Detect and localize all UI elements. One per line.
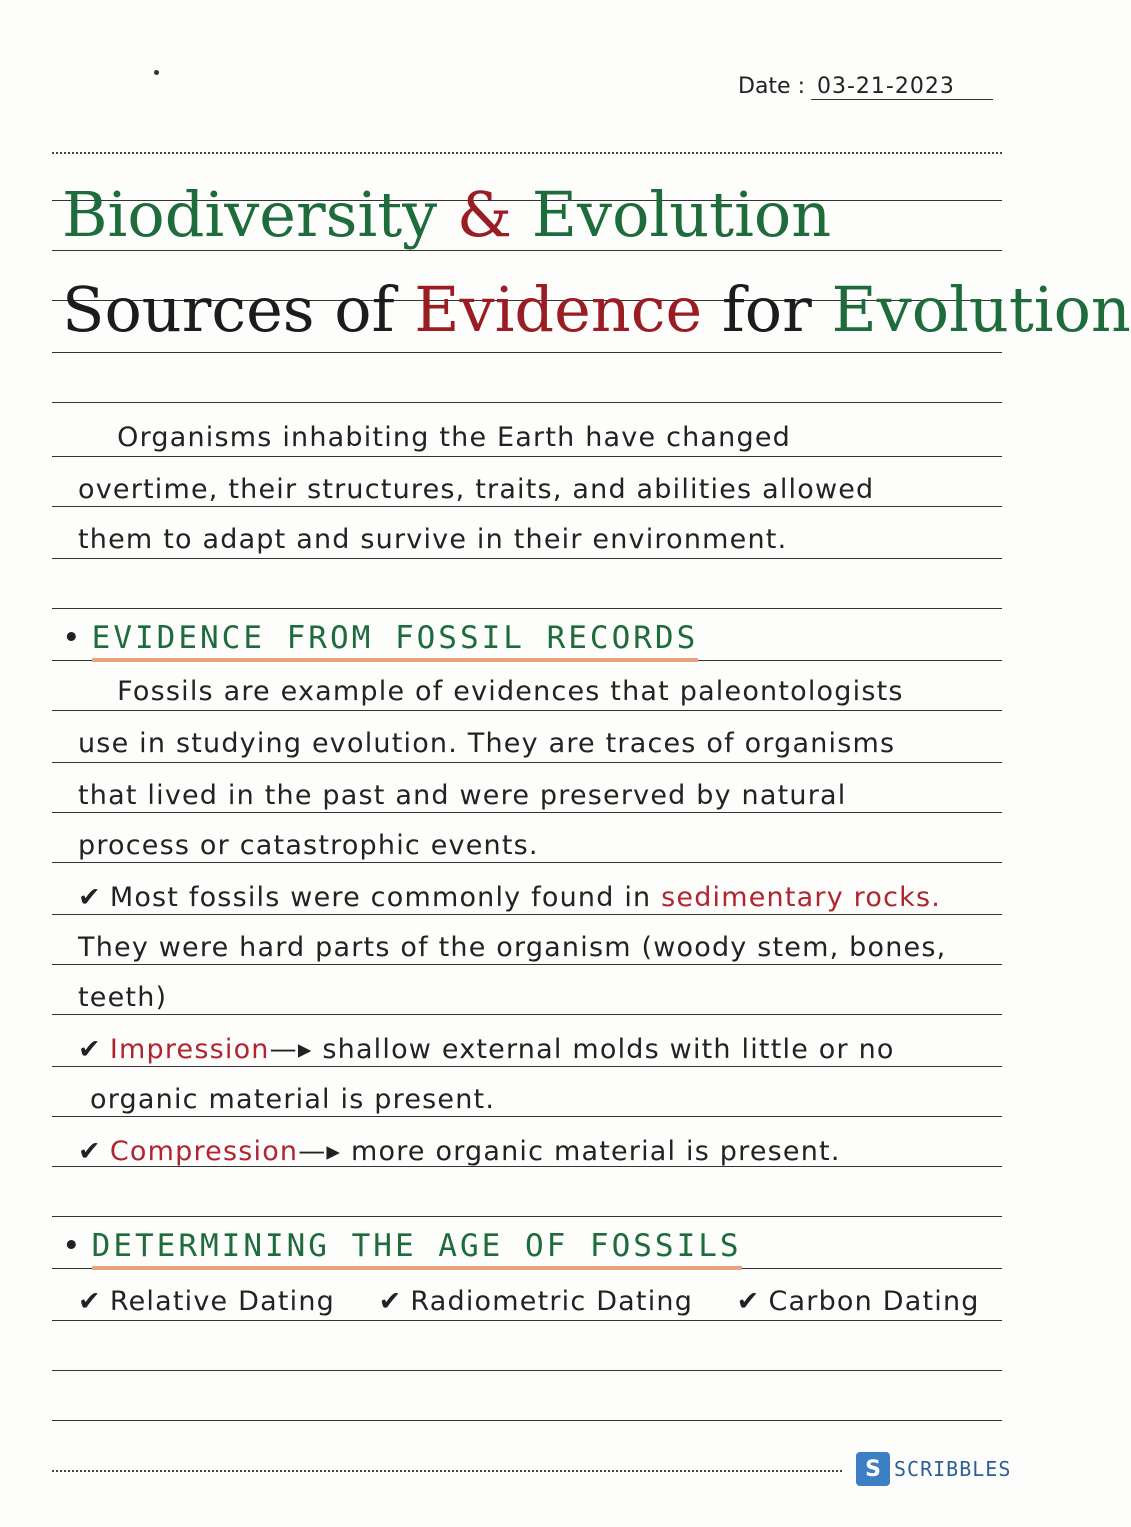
check-item-impression	[78, 1034, 895, 1065]
top-dotted-rule	[52, 152, 1002, 154]
check-item-continued: organic material is present.	[90, 1084, 496, 1115]
fossil-body-line: that lived in the past and were preserved by natural	[78, 780, 847, 811]
ruled-line	[52, 1370, 1002, 1371]
subtitle-part: Evolution	[831, 273, 1131, 346]
ruled-line	[52, 914, 1002, 915]
check-icon: ✔	[78, 1286, 102, 1317]
ruled-line	[52, 506, 1002, 507]
title-ampersand: &	[437, 178, 532, 251]
scribbles-logo	[856, 1452, 1011, 1486]
page-subtitle	[62, 273, 1131, 346]
dating-method: Carbon Dating	[768, 1286, 980, 1317]
ruled-line	[52, 812, 1002, 813]
ruled-line	[52, 1216, 1002, 1217]
ruled-line	[52, 862, 1002, 863]
ruled-line	[52, 1116, 1002, 1117]
bullet-icon: •	[62, 1228, 84, 1264]
ruled-line	[52, 558, 1002, 559]
ruled-line	[52, 710, 1002, 711]
check-icon: ✔	[78, 1034, 102, 1065]
intro-line: them to adapt and survive in their environment.	[78, 524, 788, 555]
bullet-icon: •	[62, 620, 84, 656]
scribbles-logo-icon: S	[856, 1452, 890, 1486]
ruled-line	[52, 1420, 1002, 1421]
ruled-line	[52, 1320, 1002, 1321]
check-icon: ✔	[736, 1286, 761, 1317]
section-heading-fossil-records	[62, 620, 698, 662]
page-title	[62, 178, 831, 251]
check-item-text: —▸ shallow external molds with little or no	[269, 1034, 895, 1065]
subtitle-part: Sources of	[62, 273, 415, 346]
check-item-text: Most fossils were commonly found in	[109, 882, 662, 913]
bottom-dotted-rule	[52, 1470, 842, 1472]
scribbles-logo-text: SCRIBBLES	[894, 1457, 1012, 1481]
dating-method: Relative Dating	[109, 1286, 335, 1317]
ruled-line	[52, 608, 1002, 609]
date-value: 03-21-2023	[811, 74, 993, 100]
key-term: Impression	[109, 1034, 270, 1065]
date-field	[738, 74, 993, 100]
intro-line: overtime, their structures, traits, and abilities allowed	[78, 474, 875, 505]
check-item-compression	[78, 1136, 841, 1167]
ink-dot	[154, 70, 159, 75]
check-icon: ✔	[378, 1286, 403, 1317]
check-item-continued: teeth)	[78, 982, 168, 1013]
ruled-line	[52, 762, 1002, 763]
ruled-line	[52, 1014, 1002, 1015]
ruled-line	[52, 1066, 1002, 1067]
subtitle-part: for	[702, 273, 832, 346]
intro-line: Organisms inhabiting the Earth have changed	[78, 422, 791, 453]
heading-text: EVIDENCE FROM FOSSIL RECORDS	[92, 620, 699, 662]
ruled-line	[52, 456, 1002, 457]
section-heading-age-of-fossils	[62, 1228, 742, 1270]
ruled-line	[52, 964, 1002, 965]
key-term: Compression	[109, 1136, 299, 1167]
date-label: Date :	[738, 74, 805, 99]
check-item-sedimentary	[78, 882, 941, 913]
check-icon: ✔	[78, 882, 102, 913]
check-item-text: —▸ more organic material is present.	[298, 1136, 841, 1167]
title-word-evolution: Evolution	[531, 178, 832, 251]
fossil-body-line: process or catastrophic events.	[78, 830, 539, 861]
key-term: sedimentary rocks.	[661, 882, 942, 913]
check-icon: ✔	[78, 1136, 102, 1167]
dating-method: Radiometric Dating	[410, 1286, 694, 1317]
heading-text: DETERMINING THE AGE OF FOSSILS	[92, 1228, 742, 1270]
dating-methods-row	[78, 1286, 980, 1317]
check-item-continued: They were hard parts of the organism (woody stem, bones,	[78, 932, 947, 963]
fossil-body-line: Fossils are example of evidences that paleontologists	[78, 676, 904, 707]
fossil-body-line: use in studying evolution. They are traces of organisms	[78, 728, 896, 759]
title-word-biodiversity: Biodiversity	[62, 178, 438, 251]
subtitle-part: Evidence	[414, 273, 703, 346]
ruled-line	[52, 402, 1002, 403]
ruled-line	[52, 352, 1002, 353]
